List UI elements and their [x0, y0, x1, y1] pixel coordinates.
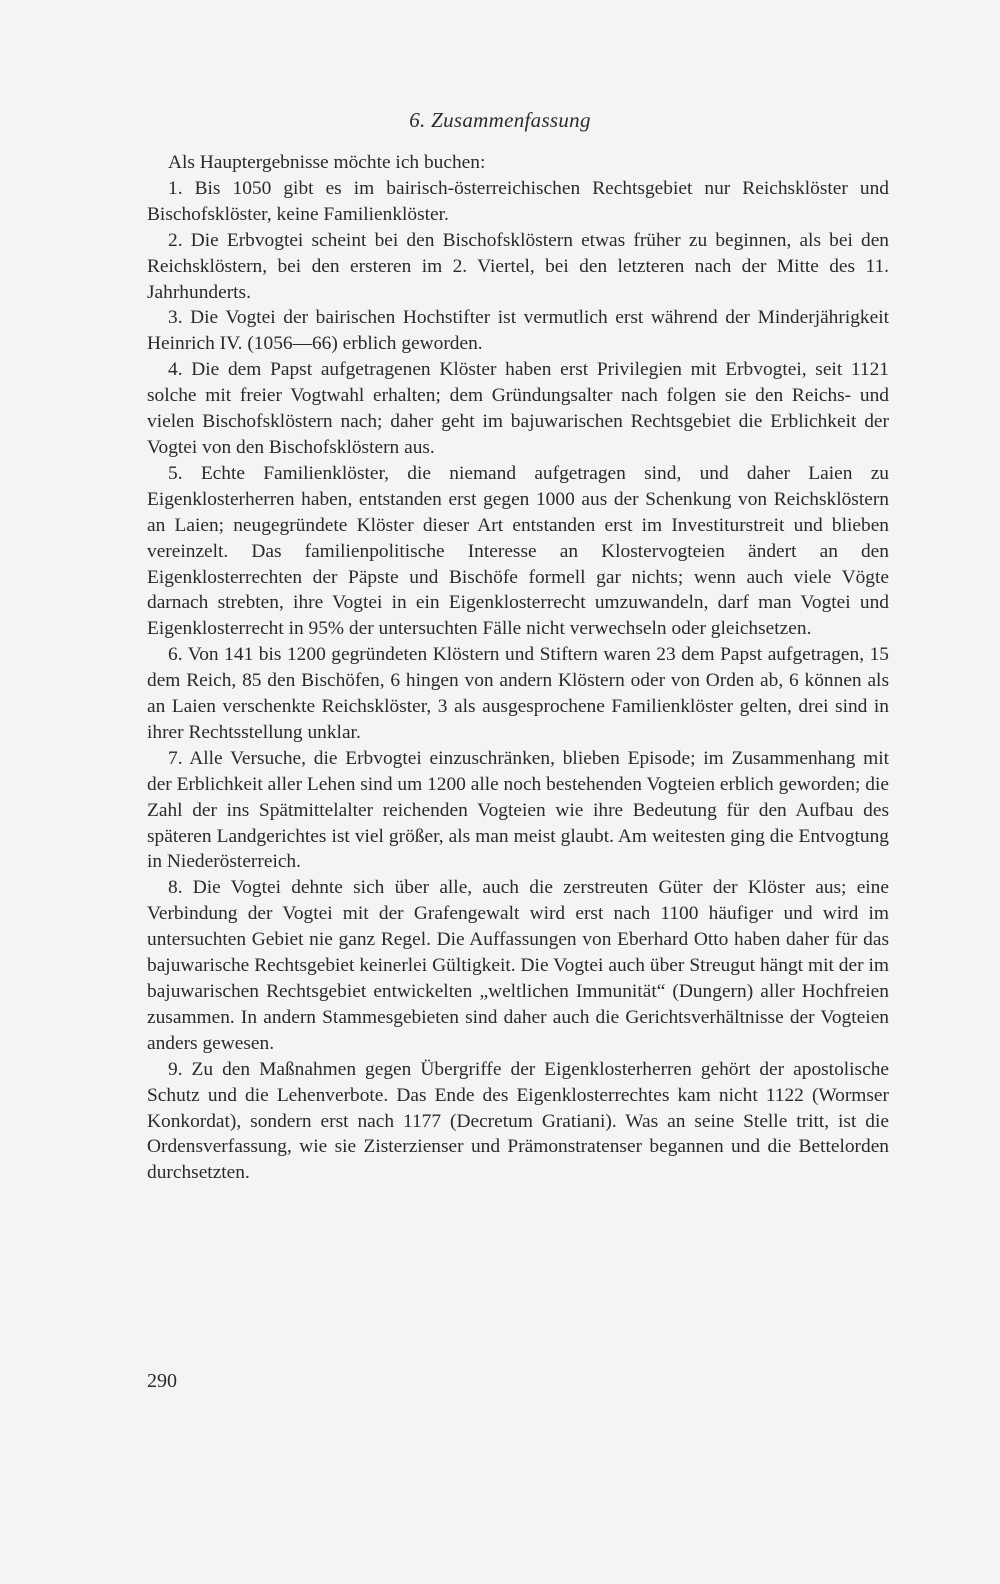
- paragraph-2: 2. Die Erbvogtei scheint bei den Bischofsklöstern etwas früher zu beginnen, als bei den Reichsklöstern, bei den ersteren im 2. Viertel, bei den letzteren nach der Mitte des 11. Jahrhunderts.: [147, 229, 889, 303]
- paragraph-3: 3. Die Vogtei der bairischen Hochstifter ist vermutlich erst während der Minderjährigkeit Heinrich IV. (1056—66) erblich geworden.: [147, 307, 889, 355]
- intro-paragraph: Als Hauptergebnisse möchte ich buchen:: [168, 152, 486, 173]
- paragraph-6: 6. Von 141 bis 1200 gegründeten Klöstern und Stiftern waren 23 dem Papst aufgetragen, 15 dem Reich, 85 den Bischöfen, 6 hingen von andern Klöstern oder von Orden ab, 6 können als an Laien verschenkte Reichsklöster, 3 als ausgesprochene Familienklöster gelten, drei sind in ihrer Rechtsstellung unklar.: [147, 644, 889, 743]
- section-heading: 6. Zusammenfassung: [409, 108, 591, 132]
- paragraph-9: 9. Zu den Maßnahmen gegen Übergriffe der Eigenklosterherren gehört der apostolische Schutz und die Lehenverbote. Das Ende des Eigenklosterrechtes kam nicht 1122 (Wormser Konkordat), sondern erst nach 1177 (Decretum Gratiani). Was an seine Stelle tritt, ist die Ordensverfassung, wie sie Zisterzienser und Prämonstratenser begannen und die Bettelorden durchsetzten.: [147, 1058, 889, 1184]
- paragraph-7: 7. Alle Versuche, die Erbvogtei einzuschränken, blieben Episode; im Zusammenhang mit der Erblichkeit aller Lehen sind um 1200 alle noch bestehenden Vogteien erblich geworden; die Zahl der ins Spätmittelalter reichenden Vogteien wie ihre Bedeutung für den Aufbau des späteren Landgerichtes ist viel größer, als man meist glaubt. Am weitesten ging die Entvogtung in Niederösterreich.: [147, 747, 889, 873]
- paragraph-4: 4. Die dem Papst aufgetragenen Klöster haben erst Privilegien mit Erbvogtei, seit 1121 solche mit freier Vogtwahl erhalten; dem Gründungsalter nach folgen sie den Reichs- und vielen Bischofsklöstern nach; daher geht im bajuwarischen Rechtsgebiet die Erblichkeit der Vogtei von den Bischofsklöstern aus.: [147, 359, 889, 458]
- body-text: [147, 150, 889, 1186]
- paragraph-8: 8. Die Vogtei dehnte sich über alle, auch die zerstreuten Güter der Klöster aus; eine Verbindung der Vogtei mit der Grafengewalt wird erst nach 1100 häufiger und wird im untersuchten Gebiet nie ganz Regel. Die Auffassungen von Eberhard Otto haben daher für das bajuwarische Rechtsgebiet keinerlei Gültigkeit. Die Vogtei auch über Streugut hängt mit der im bajuwarischen Rechtsgebiet entwickelten „weltlichen Immunität“ (Dungern) aller Hochfreien zusammen. In andern Stammesgebieten sind daher auch die Gerichtsverhältnisse der Vogteien anders gewesen.: [147, 877, 889, 1054]
- paragraph-1: 1. Bis 1050 gibt es im bairisch-österreichischen Rechtsgebiet nur Reichsklöster und Bischofsklöster, keine Familienklöster.: [147, 177, 889, 225]
- page-number: 290: [147, 1370, 177, 1392]
- paragraph-5: 5. Echte Familienklöster, die niemand aufgetragen sind, und daher Laien zu Eigenklosterherren haben, entstanden erst gegen 1000 aus der Schenkung von Reichsklöstern an Laien; neugegründete Klöster dieser Art entstanden erst im Investiturstreit und blieben vereinzelt. Das familienpolitische Interesse an Klostervogteien ändert an den Eigenklosterrechten der Päpste und Bischöfe formell gar nichts; wenn auch viele Vögte darnach strebten, ihre Vogtei in ein Eigenklosterrecht umzuwandeln, darf man Vogtei und Eigenklosterrecht in 95% der untersuchten Fälle nicht verwechseln oder gleichsetzen.: [147, 462, 889, 640]
